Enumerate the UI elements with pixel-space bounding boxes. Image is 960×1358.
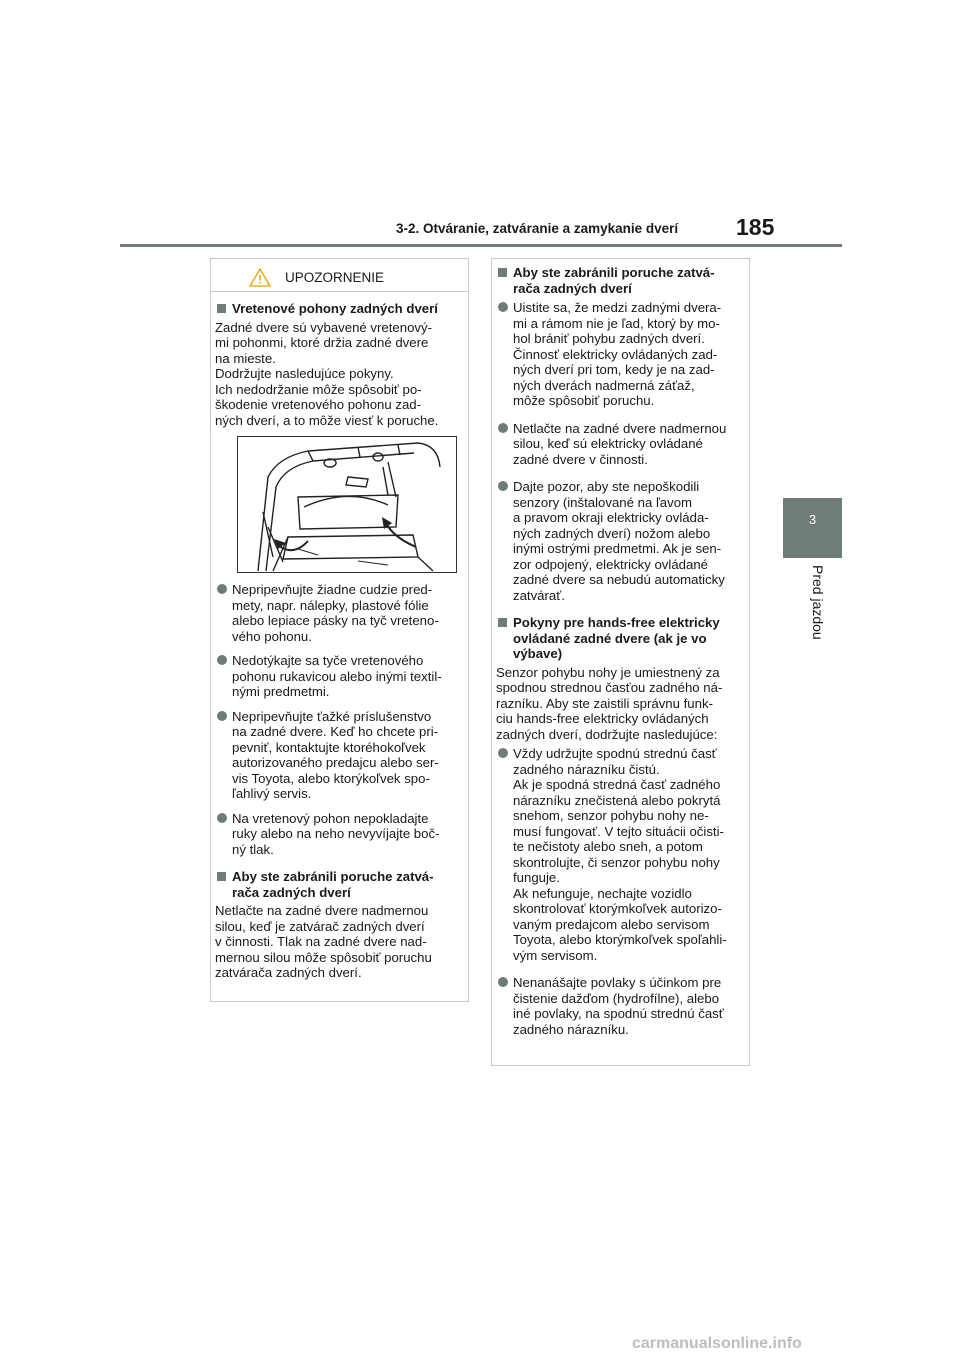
watermark: carmanualsonline.info [632, 1335, 802, 1352]
paragraph: Zadné dvere sú vybavené vretenový- mi pohonmi, ktoré držia zadné dvere na mieste. Dodržujte nasledujúce pokyny. Ich nedodržanie môže spôsobiť po- škodenie vretenového pohonu zad- ných dverí, a to môže viesť k poruche. [215, 319, 439, 428]
list-item: Dajte pozor, aby ste nepoškodili senzory (inštalované na ľavom a pravom okraji elektricky ovláda- ných zadných dverí) nožom alebo inými ostrými predmetmi. Ak je sen- zor odpojený, elektricky ovládané zadné dvere sa nebudú automaticky zatvárať. [496, 479, 745, 603]
square-bullet-icon [217, 872, 226, 881]
list-item: Uistite sa, že medzi zadnými dvera- mi a rámom nie je ľad, ktorý by mo- hol brániť pohybu zadných dverí. Činnosť elektricky ovládaných zad- ných dverí pri tom, kedy je na zad- ných dverách nadmerná záťaž, môže spôsobiť poruchu. [496, 300, 745, 409]
square-bullet-icon [498, 618, 507, 627]
chapter-label: Pred jazdou [810, 565, 826, 640]
warning-title: UPOZORNENIE [284, 269, 384, 285]
warning-triangle-icon [249, 268, 271, 287]
bullet-icon [498, 748, 508, 758]
bullet-icon [217, 711, 227, 721]
chapter-tab: 3 [783, 498, 842, 558]
warning-box-continued [491, 258, 750, 1066]
bullet-icon [217, 813, 227, 823]
list-item: Na vretenový pohon nepokladajte ruky alebo na neho nevyvíjajte boč- ný tlak. [215, 811, 464, 858]
warning-box [210, 258, 469, 1002]
square-bullet-icon [498, 268, 507, 277]
bullet-icon [498, 977, 508, 987]
section-heading: Pokyny pre hands-free elektricky ovládané zadné dvere (ak je vo výbave) [496, 615, 745, 662]
section-heading: Aby ste zabránili poruche zatvá- rača zadných dverí [496, 265, 745, 296]
bullet-icon [498, 481, 508, 491]
list-item: Vždy udržujte spodnú strednú časť zadného nárazníku čistú. Ak je spodná stredná časť zadného nárazníku znečistená alebo pokrytá snehom, senzor pohybu nohy ne- musí fungovať. V tejto situácii očisti- te nečistoty alebo sneh, a potom skontrolujte, či senzor pohybu nohy funguje. Ak nefunguje, nechajte vozidlo skontrolovať ktorýmkoľvek autorizo- vaným predajcom alebo servisom Toyota, alebo ktorýmkoľvek spoľahli- vým servisom. [496, 746, 745, 963]
header-rule [120, 244, 842, 247]
paragraph: Netlačte na zadné dvere nadmernou silou, keď je zatvárač zadných dverí v činnosti. Tlak na zadné dvere nad- mernou silou môže spôsobiť poruchu zatvárača zadných dverí. [215, 903, 432, 980]
list-item: Nepripevňujte ťažké príslušenstvo na zadné dvere. Keď ho chcete pri- pevniť, kontaktujte ktoréhokoľvek autorizovaného predajcu alebo ser- vis Toyota, alebo ktorýkoľvek spo- ľahlivý servis. [215, 709, 464, 802]
bullet-icon [498, 423, 508, 433]
header-title: 3-2. Otváranie, zatváranie a zamykanie dverí [396, 221, 679, 236]
bullet-icon [498, 302, 508, 312]
list-item: Netlačte na zadné dvere nadmernou silou, keď sú elektricky ovládané zadné dvere v činnosti. [496, 421, 745, 468]
bullet-icon [217, 655, 227, 665]
page-number: 185 [736, 214, 775, 240]
list-item: Nepripevňujte žiadne cudzie pred- mety, napr. nálepky, plastové fólie alebo lepiace pásky na tyč vreteno- vého pohonu. [215, 582, 464, 644]
section-heading: Aby ste zabránili poruche zatvá- rača zadných dverí [215, 869, 464, 900]
square-bullet-icon [217, 304, 226, 313]
tailgate-illustration [237, 436, 457, 573]
paragraph: Senzor pohybu nohy je umiestnený za spodnou strednou časťou zadného ná- razníku. Aby ste zaistili správnu funk- ciu hands-free elektricky ovládaných zadných dverí, dodržujte nasledujúce: [496, 664, 723, 742]
warning-header [211, 263, 468, 292]
bullet-icon [217, 584, 227, 594]
list-item: Nenanášajte povlaky s účinkom pre čistenie dažďom (hydrofílne), alebo iné povlaky, na spodnú strednú časť zadného nárazníku. [496, 975, 745, 1037]
section-heading: Vretenové pohony zadných dverí [215, 301, 464, 317]
list-item: Nedotýkajte sa tyče vretenového pohonu rukavicou alebo inými textil- nými predmetmi. [215, 653, 464, 700]
